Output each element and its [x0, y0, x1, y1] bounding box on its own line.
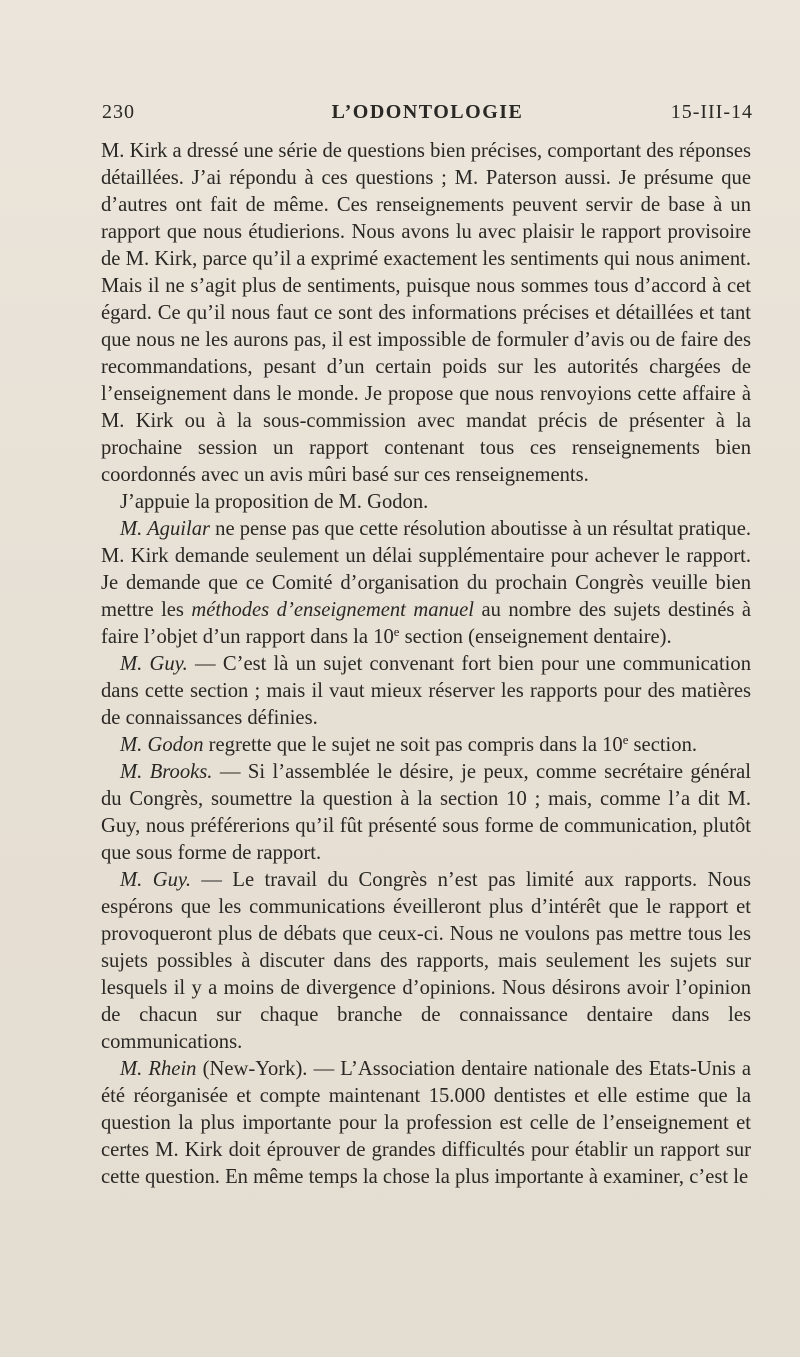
speaker-name: M. Rhein: [120, 1058, 197, 1080]
paragraph: [101, 651, 751, 732]
paragraph-text: J’appuie la proposition de M. Godon.: [120, 491, 429, 513]
paragraph-text: au nombre des sujets destinés à faire l’objet d’un rapport dans la 10: [101, 599, 751, 648]
paragraph-text: M. Kirk a dressé une série de questions bien précises, comportant des réponses détaillées. J’ai répondu à ces questions ; M. Paterson aussi. Je présume que d’autres ont fait de même. Ces renseignements peuvent servir de base à un rapport que nous étudierions. Nous avons lu avec plaisir le rapport provisoire de M. Kirk, parce qu’il a exprimé exactement les sentiments qui nous animent. Mais il ne s’agit plus de sentiments, puisque nous sommes tous d’accord à cet égard. Ce qu’il nous faut ce sont des informations précises et détaillées et tant que nous ne les aurons pas, il est impossible de formuler d’avis ou de faire des recommandations, pesant d’un certain poids sur les autorités chargées de l’enseignement dans le monde. Je propose que nous renvoyions cette affaire à M. Kirk ou à la sous-commission avec mandat précis de présenter à la prochaine session un rapport contenant tous ces renseignements bien coordonnés avec un avis mûri basé sur ces renseignements.: [101, 140, 751, 486]
paragraph-text: — Si l’assemblée le désire, je peux, comme secrétaire général du Congrès, soumettre la question à la section 10 ; mais, comme l’a dit M. Guy, nous préférerions qu’il fût présenté sous forme de communication, plutôt que sous forme de rapport.: [101, 761, 751, 864]
running-title: L’ODONTOLOGIE: [331, 101, 524, 123]
paragraph-text: (New-York). — L’Association dentaire nationale des Etats-Unis a été réorganisée et compte maintenant 15.000 dentistes et elle estime que la question la plus importante pour la profession est celle de l’enseignement et certes M. Kirk doit éprouver de grandes difficultés pour établir un rapport sur cette question. En même temps la chose la plus importante à examiner, c’est le: [101, 1058, 751, 1188]
paragraph: [101, 732, 751, 759]
paragraph-text: ne pense pas que cette résolution aboutisse à un résultat pratique. M. Kirk demande seulement un délai supplémentaire pour achever le rapport. Je demande que ce Comité d’organisation du prochain Congrès veuille bien mettre les: [101, 518, 752, 621]
paragraph-text: — Le travail du Congrès n’est pas limité aux rapports. Nous espérons que les communications éveilleront plus d’intérêt que le rapport et provoqueront plus de débats que ceux-ci. Nous ne voulons pas mettre tous les sujets possibles à discuter dans des rapports, mais seulement les sujets sur lesquels il y a moins de divergence d’opinions. Nous désirons avoir l’opinion de chacun sur chaque branche de connaissance dentaire dans les communications.: [101, 869, 751, 1053]
speaker-name: M. Brooks.: [120, 761, 213, 783]
speaker-name: M. Godon: [120, 734, 204, 756]
page-header: [102, 101, 753, 127]
superscript: e: [622, 732, 629, 747]
issue-date: 15-III-14: [670, 101, 753, 123]
body-text: [101, 138, 751, 1191]
paragraph: [101, 759, 751, 867]
paragraph-text: — C’est là un sujet convenant fort bien pour une communication dans cette section ; mais il vaut mieux réserver les rapports pour des matières de connaissances définies.: [101, 653, 751, 729]
emphasized-text: méthodes d’enseignement manuel: [191, 599, 474, 621]
speaker-name: M. Aguilar: [120, 518, 211, 540]
paragraph: [101, 138, 751, 489]
speaker-name: M. Guy.: [120, 869, 192, 891]
speaker-name: M. Guy.: [120, 653, 188, 675]
paragraph: [101, 489, 751, 516]
paragraph-text: section.: [628, 734, 698, 756]
paragraph: [101, 867, 751, 1056]
paragraph: [101, 1056, 751, 1191]
page-number: 230: [102, 101, 135, 123]
paragraph-text: section (enseignement dentaire).: [399, 626, 672, 648]
paragraph: [101, 516, 751, 651]
paragraph-text: regrette que le sujet ne soit pas compris dans la 10: [203, 734, 623, 756]
superscript: e: [393, 624, 400, 639]
